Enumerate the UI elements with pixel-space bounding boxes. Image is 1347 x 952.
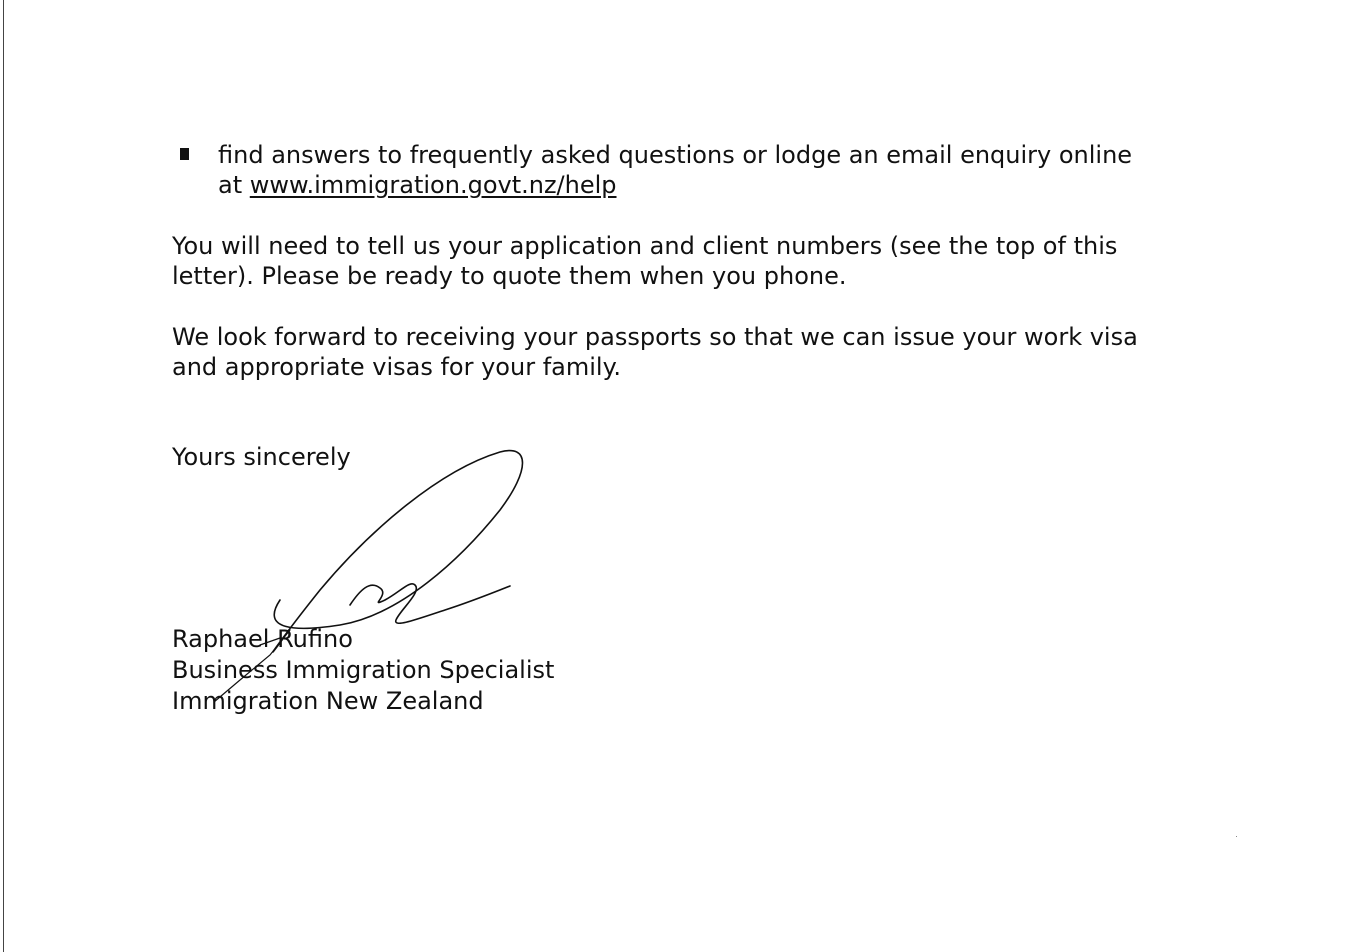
passports-line-1: We look forward to receiving your passports so that we can issue your work visa <box>172 323 1138 351</box>
signatory-title: Business Immigration Specialist <box>172 656 555 684</box>
page-edge <box>3 0 4 952</box>
passports-line-2: and appropriate visas for your family. <box>172 353 621 381</box>
closing-salutation: Yours sincerely <box>172 443 351 471</box>
signatory-organisation: Immigration New Zealand <box>172 687 484 715</box>
numbers-line-2: letter). Please be ready to quote them when you phone. <box>172 262 847 290</box>
numbers-paragraph <box>172 231 1232 291</box>
scan-speck <box>1236 836 1237 837</box>
help-link[interactable]: www.immigration.govt.nz/help <box>249 171 617 199</box>
help-bullet-item <box>172 140 1232 200</box>
letter-body <box>172 140 1232 717</box>
signature-block <box>172 624 1232 717</box>
passports-paragraph <box>172 322 1232 382</box>
signatory-name: Raphael Rufino <box>172 625 353 653</box>
numbers-line-1: You will need to tell us your application and client numbers (see the top of this <box>172 232 1118 260</box>
square-bullet-icon <box>180 148 189 160</box>
bullet-text <box>218 140 1232 200</box>
link-prefix: at <box>218 171 243 199</box>
bullet-line: find answers to frequently asked questions or lodge an email enquiry online <box>218 141 1133 169</box>
